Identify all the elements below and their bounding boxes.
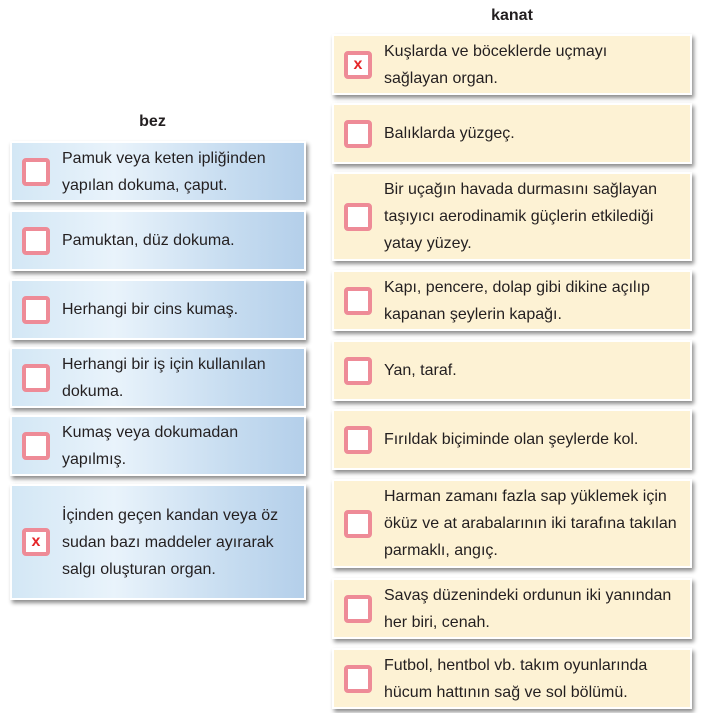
definition-card (10, 279, 306, 340)
definition-text: Bir uçağın havada durmasını sağlayan taşıyıcı aerodinamik güçlerin etkilediği yatay yüzey. (384, 181, 658, 252)
checkbox[interactable] (22, 158, 50, 186)
checkbox[interactable] (344, 203, 372, 231)
definition-card (332, 34, 692, 95)
definition-card (332, 409, 692, 470)
checkbox[interactable] (344, 357, 372, 385)
definition-text: Savaş düzenindeki ordunun iki yanından her biri, cenah. (384, 586, 672, 631)
definition-text: Kapı, pencere, dolap gibi dikine açılıp kapanan şeylerin kapağı. (384, 278, 650, 323)
definition-text: Futbol, hentbol vb. takım oyunlarında hücum hattının sağ ve sol bölümü. (384, 656, 648, 701)
checkbox[interactable] (344, 510, 372, 538)
definition-card (332, 270, 692, 331)
checkbox[interactable] (22, 432, 50, 460)
checkbox[interactable] (344, 120, 372, 148)
definition-text: Fırıldak biçiminde olan şeylerde kol. (384, 431, 639, 448)
checkbox[interactable] (344, 426, 372, 454)
definition-card (332, 172, 692, 261)
definition-card (332, 479, 692, 568)
definition-card (10, 415, 306, 476)
definition-text: İçinden geçen kandan veya öz sudan bazı maddeler ayırarak salgı oluşturan organ. (62, 506, 279, 578)
definition-card (10, 210, 306, 271)
checkbox[interactable] (22, 364, 50, 392)
definition-card (10, 484, 306, 600)
checkbox[interactable] (344, 287, 372, 315)
definition-text: Yan, taraf. (384, 362, 457, 379)
definition-card (10, 347, 306, 408)
x-mark-icon: x (31, 533, 41, 550)
checkbox[interactable] (22, 227, 50, 255)
checkbox-checked[interactable] (344, 51, 372, 79)
definition-card (332, 340, 692, 401)
definition-text: Herhangi bir iş için kullanılan dokuma. (62, 355, 266, 400)
definition-text: Kumaş veya dokumadan yapılmış. (62, 423, 239, 468)
checkbox[interactable] (22, 296, 50, 324)
definition-text: Balıklarda yüzgeç. (384, 125, 515, 142)
definition-text: Kuşlarda ve böceklerde uçmayı sağlayan organ. (384, 42, 608, 87)
checkbox-checked[interactable] (22, 528, 50, 556)
checkbox[interactable] (344, 665, 372, 693)
definition-text: Pamuk veya keten ipliğinden yapılan dokuma, çaput. (62, 149, 266, 194)
definition-card (332, 103, 692, 164)
x-mark-icon: x (353, 55, 363, 73)
checkbox[interactable] (344, 595, 372, 623)
definition-card (332, 578, 692, 639)
definition-text: Pamuktan, düz dokuma. (62, 232, 235, 249)
definition-card (332, 648, 692, 709)
right-column-title: kanat (491, 7, 533, 24)
definition-card (10, 141, 306, 202)
definition-text: Harman zamanı fazla sap yüklemek için öküz ve at arabalarının iki tarafına takılan parmaklı, angıç. (384, 488, 677, 559)
definition-text: Herhangi bir cins kumaş. (62, 301, 239, 318)
left-column-title: bez (139, 113, 166, 130)
